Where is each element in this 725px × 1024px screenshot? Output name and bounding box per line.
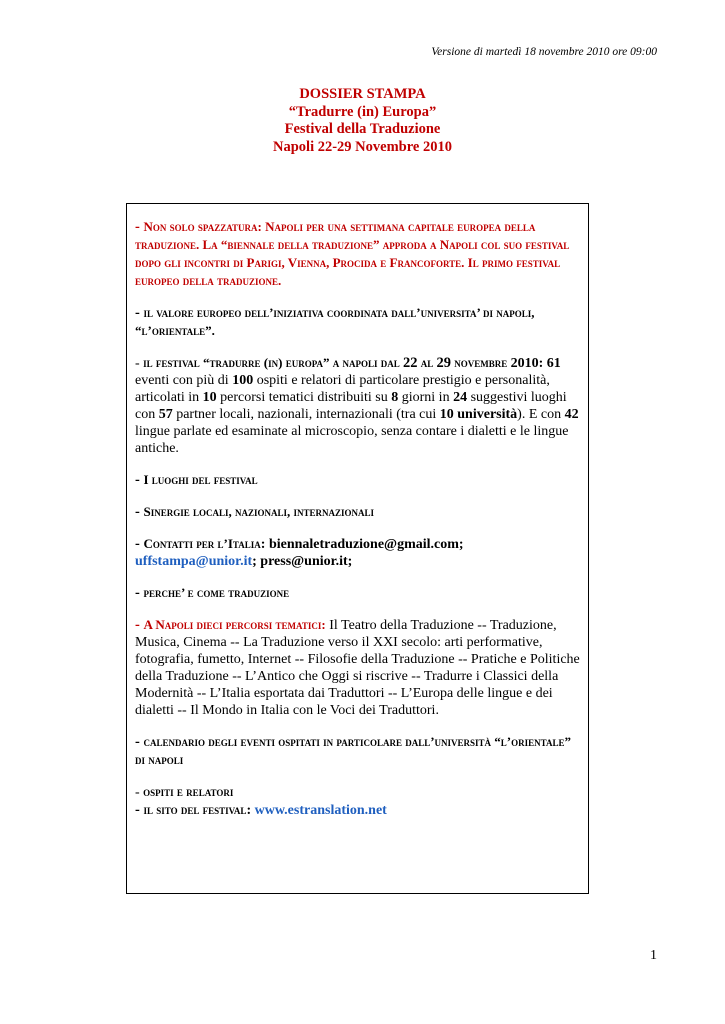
item-text: ospiti e relatori di particolare prestigio e personalità, articolati in: [135, 373, 550, 405]
item-colon: :: [260, 537, 269, 552]
item-non-solo-spazzatura: [135, 218, 580, 290]
item-calendario: [135, 733, 580, 769]
item-dash: -: [135, 617, 144, 633]
item-festival-details: [135, 354, 580, 457]
item-percorsi-tematici: [135, 616, 580, 719]
number-100: 100: [232, 373, 254, 388]
email-uffstampa-link[interactable]: uffstampa@unior.it: [135, 554, 253, 569]
item-dash: -: [135, 472, 144, 488]
email-biennale[interactable]: biennaletraduzione@gmail.com;: [268, 537, 464, 552]
item-dash: -: [135, 356, 144, 371]
festival-site-link[interactable]: www.estranslation.net: [254, 803, 387, 818]
item-ospiti: [135, 783, 580, 801]
item-dash: -: [135, 536, 144, 552]
percorsi-label: A Napoli dieci percorsi tematici:: [143, 617, 326, 632]
item-text: suggestivi luoghi con: [135, 390, 567, 422]
item-sinergie: [135, 503, 580, 521]
item-text: Non solo spazzatura: Napoli per una settimana capitale europea della traduzione. La “biennale della traduzione” approda a Napoli col suo festival dopo gli incontri di Parigi, Vienna, Procida e Francoforte. Il primo festival europeo della traduzione.: [135, 219, 570, 288]
item-dash: -: [135, 305, 144, 321]
item-text: calendario degli eventi ospitati in particolare dall’università “l’orientale” di napoli: [135, 734, 571, 767]
number-42: 42: [564, 407, 579, 422]
item-text: partner locali, nazionali, internazionali (tra cui: [172, 407, 440, 422]
universities-count: 10 università: [439, 407, 518, 422]
item-colon: :: [246, 803, 255, 818]
number-8: 8: [391, 390, 399, 405]
page-number: 1: [650, 948, 657, 963]
content-box: [126, 203, 589, 894]
item-text: giorni in: [398, 390, 454, 405]
item-lead: il festival “tradurre (in) europa” a napoli dal: [143, 355, 404, 370]
site-label: il sito del festival: [143, 802, 247, 817]
item-text: lingue parlate ed esaminate al microscopio, senza contare i dialetti e le lingue antiche.: [135, 424, 569, 456]
item-text: Sinergie locali, nazionali, internazionali: [143, 504, 374, 519]
email-press[interactable]: ; press@unior.it;: [252, 554, 353, 569]
item-text: il valore europeo dell’iniziativa coordinata dall’universita’ di napoli, “l’orientale”.: [135, 305, 535, 338]
number-10: 10: [202, 390, 217, 405]
number-24: 24: [453, 390, 468, 405]
year-2010: 2010: 61: [510, 356, 561, 371]
item-text: eventi con più di: [135, 373, 233, 388]
item-sito: [135, 801, 580, 819]
item-text: percorsi tematici distribuiti su: [216, 390, 392, 405]
item-text: ). E con: [517, 407, 565, 422]
contacts-label: Contatti per l’Italia: [143, 536, 261, 551]
version-line: Versione di martedì 18 novembre 2010 ore 09:00: [431, 46, 657, 58]
item-perche: [135, 584, 580, 602]
press-dossier-title: [0, 86, 725, 156]
title-line-2: “Tradurre (in) Europa”: [288, 103, 437, 120]
item-contatti: [135, 535, 580, 570]
title-line-1: DOSSIER STAMPA: [299, 86, 426, 102]
item-novembre: novembre: [451, 355, 511, 370]
item-dash: -: [135, 219, 144, 235]
item-dash: -: [135, 585, 144, 601]
item-dash: -: [135, 504, 144, 520]
title-line-4: Napoli 22-29 Novembre 2010: [273, 138, 452, 155]
item-text: perche’ e come traduzione: [143, 585, 290, 600]
number-22: 22: [403, 355, 418, 371]
title-line-3: Festival della Traduzione: [284, 121, 441, 137]
item-text: I luoghi del festival: [143, 472, 258, 487]
number-29: 29: [436, 355, 452, 371]
item-valore-europeo: [135, 304, 580, 340]
item-dash: -: [135, 734, 144, 750]
percorsi-text: Il Teatro della Traduzione -- Traduzione, Musica, Cinema -- La Traduzione verso il XXI secolo: arti performative, fotografia, fumetto, Internet -- Filosofie della Traduzione -- Pratiche e Politiche della Traduzione -- L’Antico che Oggi si riscrive -- Tradurre i Classici della Modernità -- L’Italia esportata dai Traduttori -- L’Europa delle lingue e dei dialetti -- Il Mondo in Italia con le Voci dei Traduttori.: [135, 618, 580, 718]
item-dash: -: [135, 785, 144, 800]
item-dash: -: [135, 802, 144, 818]
number-57: 57: [158, 407, 173, 422]
item-text: ospiti e relatori: [143, 784, 234, 799]
item-al: al: [417, 355, 437, 370]
item-luoghi: [135, 471, 580, 489]
